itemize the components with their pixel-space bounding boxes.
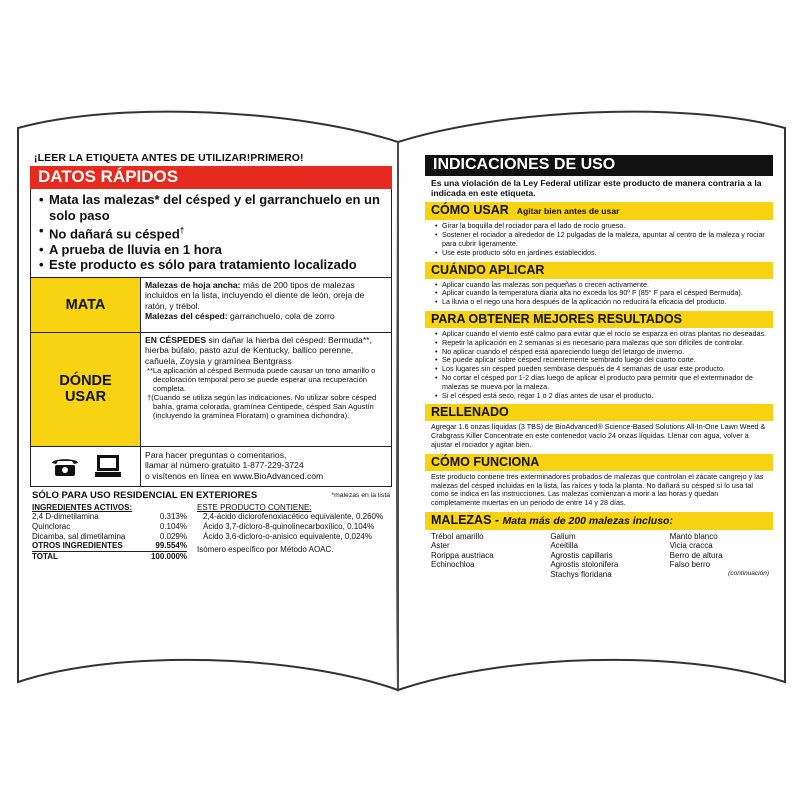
active-ingredients [32,503,187,562]
quick-facts-title: DATOS RÁPIDOS [30,166,392,189]
ingredient-value: 0.029% [159,531,187,541]
computer-icon [94,454,122,478]
weed-item: Stachys floridana [550,569,612,579]
weed-item: Falso berro [669,560,711,570]
ingredient-row [32,512,187,522]
other-ingredients-name: OTROS INGREDIENTES [32,541,123,551]
contains-label: ESTE PRODUCTO CONTIENE: [197,502,312,512]
refill-heading: RELLENADO [425,404,773,421]
ingredient-row [32,532,187,542]
where-label-text: DÓNDE USAR [59,373,112,406]
best-results-list [425,328,773,402]
total-row [32,551,187,562]
weed-item: Aster [431,541,450,551]
list-item: • No cortar el césped por 1-2 días luego de aplicar el producto para permitir que el exterminador de malezas se mueva por la maleza. [435,374,769,392]
contact-text [141,447,391,486]
weed-item: Agrostis capillaris [550,550,613,560]
contains-item: 2,4-ácido diclorofenoxiacético equivalente, 0.260% [203,512,384,522]
grass-label: Malezas del césped: [145,311,228,322]
quick-fact-text: No dañará su césped [49,226,180,242]
contains-item: Ácido 3,7-dicloro-8-quinolinecarboxílico, 0.104% [203,522,375,532]
list-item: • Los lugares sin césped pueden sembrase después de 4 semanas de usar este producto. [435,365,769,374]
ingredient-value: 0.104% [159,522,187,532]
info-table [30,277,392,487]
list-item: • Use este producto sólo en jardines establecidos. [435,249,769,258]
refill-text: Agregar 1.6 onzas líquidas (3 TBS) de BioAdvanced® Science-Based Solutions All-In-One Lawn Weed & Crabgrass Killer Concentrate en este contenedor vacío 24 onzas líquidas. Llenar con agua, volver a ajustar el rociador y agitar bien. [431,422,766,449]
residential-line [30,490,392,501]
right-page [425,155,773,655]
weeds-title: MALEZAS - [431,512,500,527]
ingredient-name: Quinclorac [32,522,71,532]
ingredient-name: 2,4 D-dimetilamina [32,512,99,522]
residential-use: SÓLO PARA USO RESIDENCIAL EN EXTERIORES [32,489,258,501]
quick-fact-text: A prueba de lluvia en 1 hora [49,241,222,257]
list-item: • Sostener el rociador a alrededor de 12 pulgadas de la maleza, apuntar al centro de la maleza y rociar para cubrir ligeramente. [435,231,769,249]
list-item: • Aplicar cuando las malezas son pequeñas o crecen activamente. [435,281,769,290]
ingredient-value: 0.313% [159,512,187,522]
contact-line: Para hacer preguntas o comentarios, [145,449,287,460]
weed-item: Berro de altura [669,550,723,560]
list-item: • La lluvia o el riego una hora después de la aplicación no reducirá la eficacia del producto. [435,298,769,307]
weed-item: Galium [550,531,576,541]
weed-item: Echinochloa [431,560,475,570]
weed-item: Agrostis stolonifera [550,560,619,570]
how-to-use-title: CÓMO USAR [431,203,509,218]
when-to-apply-list [425,279,773,309]
where-row [31,332,391,446]
other-ingredients-value: 99.554% [155,541,187,551]
dagger-mark: † [179,226,185,235]
weed-item: Aceitilla [550,541,578,551]
lawns-text: sin dañar la hierba del césped: Bermuda**, hierba búfalo, pasto azul de Kentucky, ballico perenne, cañuela, Zoysia y gramínea Bentgrass [145,334,372,366]
kills-body [141,278,391,332]
weeds-subtitle: Mata más de 200 malezas incluso: [502,514,673,527]
quick-fact-text: Este producto es sólo para tratamiento localizado [49,257,357,273]
continued-note: (continuación) [728,569,769,577]
contact-website: o visítenos en línea en www.BioAdvanced.com [145,470,324,481]
product-contains [187,503,390,562]
list-item: • Girar la boquilla del rociador para el lado de rocío grueso. [435,222,769,231]
listed-weeds-note: *malezas en la lista [331,491,390,499]
how-it-works-heading: CÓMO FUNCIONA [425,454,773,471]
weed-column [431,532,530,579]
list-item: • Si el césped está seco, regar 1 o 2 días antes de usar el producto. [435,392,769,401]
grass-text: garranchuelo, cola de zorro [227,311,335,322]
how-to-use-list [425,220,773,259]
federal-law-warning: Es una violación de la Ley Federal utilizar este producto de manera contraria a la indicada en este etiqueta. [431,178,762,199]
when-to-apply-heading: CUÁNDO APLICAR [425,262,773,279]
weed-item: Manto blanco [669,531,718,541]
directions-title: INDICACIONES DE USO [425,155,773,176]
broadleaf-text: más de 200 tipos de malezas incluidos en la lista, incluyendo el diente de león, oreja de ratón, y trébol. [145,279,365,311]
how-it-works-text: Este producto contiene tres exterminadores probados de malezas que controlan el zácate cangrejo y las malezas del césped incluidas en la lista, las raíces y toda la planta. No dañará su césped sí lo usa tal como se indica en las instrucciones. Las malezas comienzan a morir a las horas y quedan completamente muertas en un periodo de entre 14 y 28 días. [431,471,764,508]
isomer-note: Isómero específico por Método AOAC. [197,545,334,555]
weed-item: Vicia cracca [669,541,713,551]
read-label-warning: ¡LEER LA ETIQUETA ANTES DE UTILIZAR!PRIMERO! [34,152,304,164]
ingredient-name: Dicamba, sal dimetilamina [32,531,126,541]
quick-fact-text: Mata las malezas* del césped y el garranchuelo en un solo paso [49,192,380,223]
kills-row [31,278,391,332]
quick-fact-item [39,223,387,242]
quick-fact-item [39,192,387,223]
contact-row [31,446,391,486]
shake-well-note: Agitar bien antes de usar [516,206,620,217]
total-name: TOTAL [32,551,58,561]
contact-phone: llamar al número gratuito 1-877-229-3724 [145,460,304,471]
quick-fact-item [39,257,387,273]
weed-item: Trébol amarillo [431,531,484,541]
bermuda-note: **La aplicación al césped Bermuda puede causar un tono amarillo o decoloración temporal pero se puede esperar una recuperación completa. [147,366,376,394]
other-ingredients-row [32,541,187,551]
how-to-use-heading [425,202,773,220]
broadleaf-label: Malezas de hoja ancha: [145,279,241,290]
best-results-heading: PARA OBTENER MEJORES RESULTADOS [425,311,773,328]
quick-facts-list [30,189,392,277]
list-item: • Aplicar cuando la temperatura diaria alta no exceda los 90º F (85° F para el césped Bermuda). [435,289,769,298]
weed-column [530,532,649,579]
lawns-label: EN CÉSPEDES [145,334,207,345]
weed-columns [425,530,773,579]
list-item: • Repetir la aplicación en 2 semanas si es necesario para malezas que son difíciles de controlar. [435,339,769,348]
kills-label: MATA [31,278,141,332]
quick-fact-item [39,242,387,258]
total-value: 100.000% [150,551,187,561]
list-item: • Se puede aplicar sobre césped recientemente sembrado luego del cuarto corte. [435,356,769,365]
contact-icons [31,447,141,486]
left-page [30,150,392,650]
telephone-icon [50,455,80,477]
ingredients [30,503,392,562]
weeds-heading [425,512,773,530]
where-label [31,333,141,446]
list-item: • Aplicar cuando el viento esté calmo para evitar que el rocío se esparza en otras plantas no deseadas. [435,330,769,339]
contains-item: Ácido 3,6-dicloro-o-anisico equivalente, 0.024% [203,531,372,541]
list-item: • No aplicar cuando el césped está apareciendo luego del letargo de invierno. [435,348,769,357]
weed-item: Rorippa austriaca [431,550,494,560]
ingredient-row [32,522,187,532]
active-ingredients-label: INGREDIENTES ACTIVOS: [32,502,133,512]
dagger-note: †(Cuando se utiliza según las indicaciones. No utilizar sobre césped bahía, grama colorada, gramínea Centipede, césped San Agustín (incluyendo la gramínea Floratam) o gramínea dichondra). [147,393,377,421]
where-body [141,333,391,446]
